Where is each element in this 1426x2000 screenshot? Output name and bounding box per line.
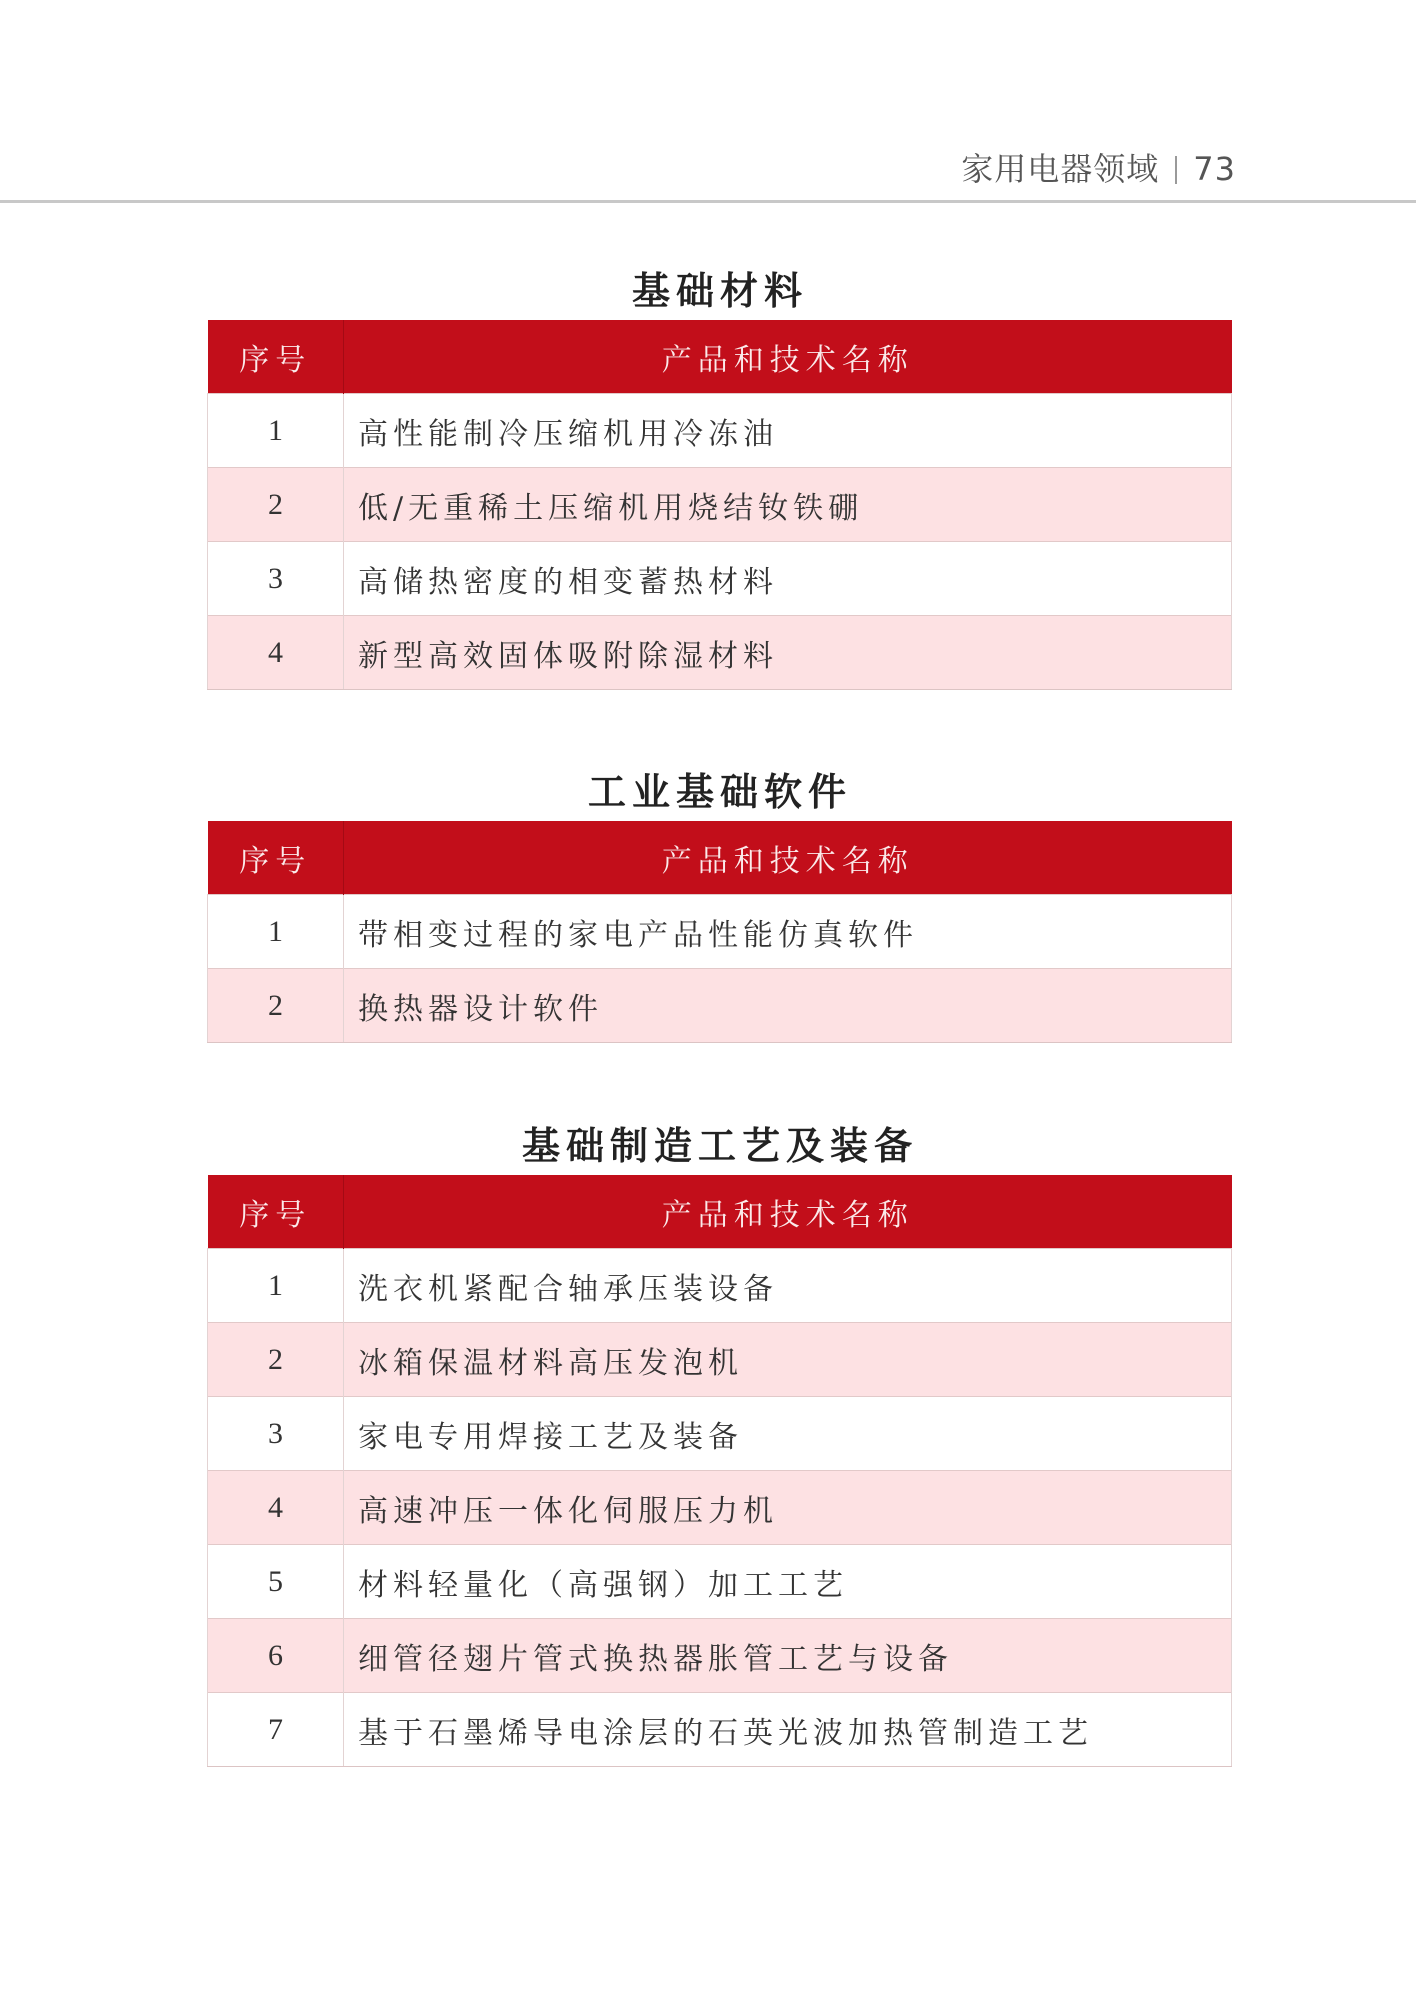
manufacturing-process-table — [207, 1175, 1232, 1767]
page-header — [0, 0, 1426, 203]
table-row — [208, 1323, 1232, 1397]
page-number: 73 — [1193, 150, 1236, 188]
column-header-index: 序号 — [208, 1175, 344, 1249]
section-title: 基础制造工艺及装备 — [521, 1123, 918, 1168]
row-name: 家电专用焊接工艺及装备 — [344, 1397, 1232, 1471]
table-row — [208, 468, 1232, 542]
running-head-separator — [1175, 156, 1177, 184]
row-name: 带相变过程的家电产品性能仿真软件 — [344, 895, 1232, 969]
industrial-software-table — [207, 821, 1232, 1043]
section-manufacturing-process — [207, 1117, 1231, 1767]
row-index: 1 — [208, 895, 344, 969]
table-row — [208, 1545, 1232, 1619]
row-index: 4 — [208, 1471, 344, 1545]
table-row — [208, 895, 1232, 969]
table-row — [208, 616, 1232, 690]
row-name: 低/无重稀土压缩机用烧结钕铁硼 — [344, 468, 1232, 542]
row-index: 2 — [208, 1323, 344, 1397]
table-row — [208, 394, 1232, 468]
row-name: 高速冲压一体化伺服压力机 — [344, 1471, 1232, 1545]
row-index: 5 — [208, 1545, 344, 1619]
running-head — [961, 144, 1236, 190]
table-row — [208, 542, 1232, 616]
table-header-row — [208, 821, 1232, 895]
row-index: 3 — [208, 542, 344, 616]
row-name: 换热器设计软件 — [344, 969, 1232, 1043]
row-index: 6 — [208, 1619, 344, 1693]
table-header-row — [208, 320, 1232, 394]
row-index: 2 — [208, 969, 344, 1043]
column-header-name: 产品和技术名称 — [344, 1175, 1232, 1249]
column-header-index: 序号 — [208, 821, 344, 895]
table-header-row — [208, 1175, 1232, 1249]
column-header-name: 产品和技术名称 — [344, 320, 1232, 394]
table-row — [208, 1471, 1232, 1545]
header-rule — [0, 200, 1416, 203]
section-basic-materials — [207, 262, 1231, 690]
table-row — [208, 1619, 1232, 1693]
table-row — [208, 1397, 1232, 1471]
section-title: 基础材料 — [631, 268, 808, 313]
basic-materials-table — [207, 320, 1232, 690]
row-index: 2 — [208, 468, 344, 542]
table-row — [208, 969, 1232, 1043]
row-index: 3 — [208, 1397, 344, 1471]
column-header-index: 序号 — [208, 320, 344, 394]
row-index: 7 — [208, 1693, 344, 1767]
row-name: 细管径翅片管式换热器胀管工艺与设备 — [344, 1619, 1232, 1693]
row-name: 高储热密度的相变蓄热材料 — [344, 542, 1232, 616]
row-name: 材料轻量化（高强钢）加工工艺 — [344, 1545, 1232, 1619]
table-row — [208, 1693, 1232, 1767]
column-header-name: 产品和技术名称 — [344, 821, 1232, 895]
running-head-section: 家用电器领域 — [961, 150, 1160, 188]
row-index: 4 — [208, 616, 344, 690]
row-name: 高性能制冷压缩机用冷冻油 — [344, 394, 1232, 468]
row-index: 1 — [208, 394, 344, 468]
row-name: 洗衣机紧配合轴承压装设备 — [344, 1249, 1232, 1323]
section-industrial-software — [207, 763, 1231, 1043]
row-name: 新型高效固体吸附除湿材料 — [344, 616, 1232, 690]
row-index: 1 — [208, 1249, 344, 1323]
row-name: 基于石墨烯导电涂层的石英光波加热管制造工艺 — [344, 1693, 1232, 1767]
section-title: 工业基础软件 — [587, 769, 852, 814]
table-row — [208, 1249, 1232, 1323]
row-name: 冰箱保温材料高压发泡机 — [344, 1323, 1232, 1397]
